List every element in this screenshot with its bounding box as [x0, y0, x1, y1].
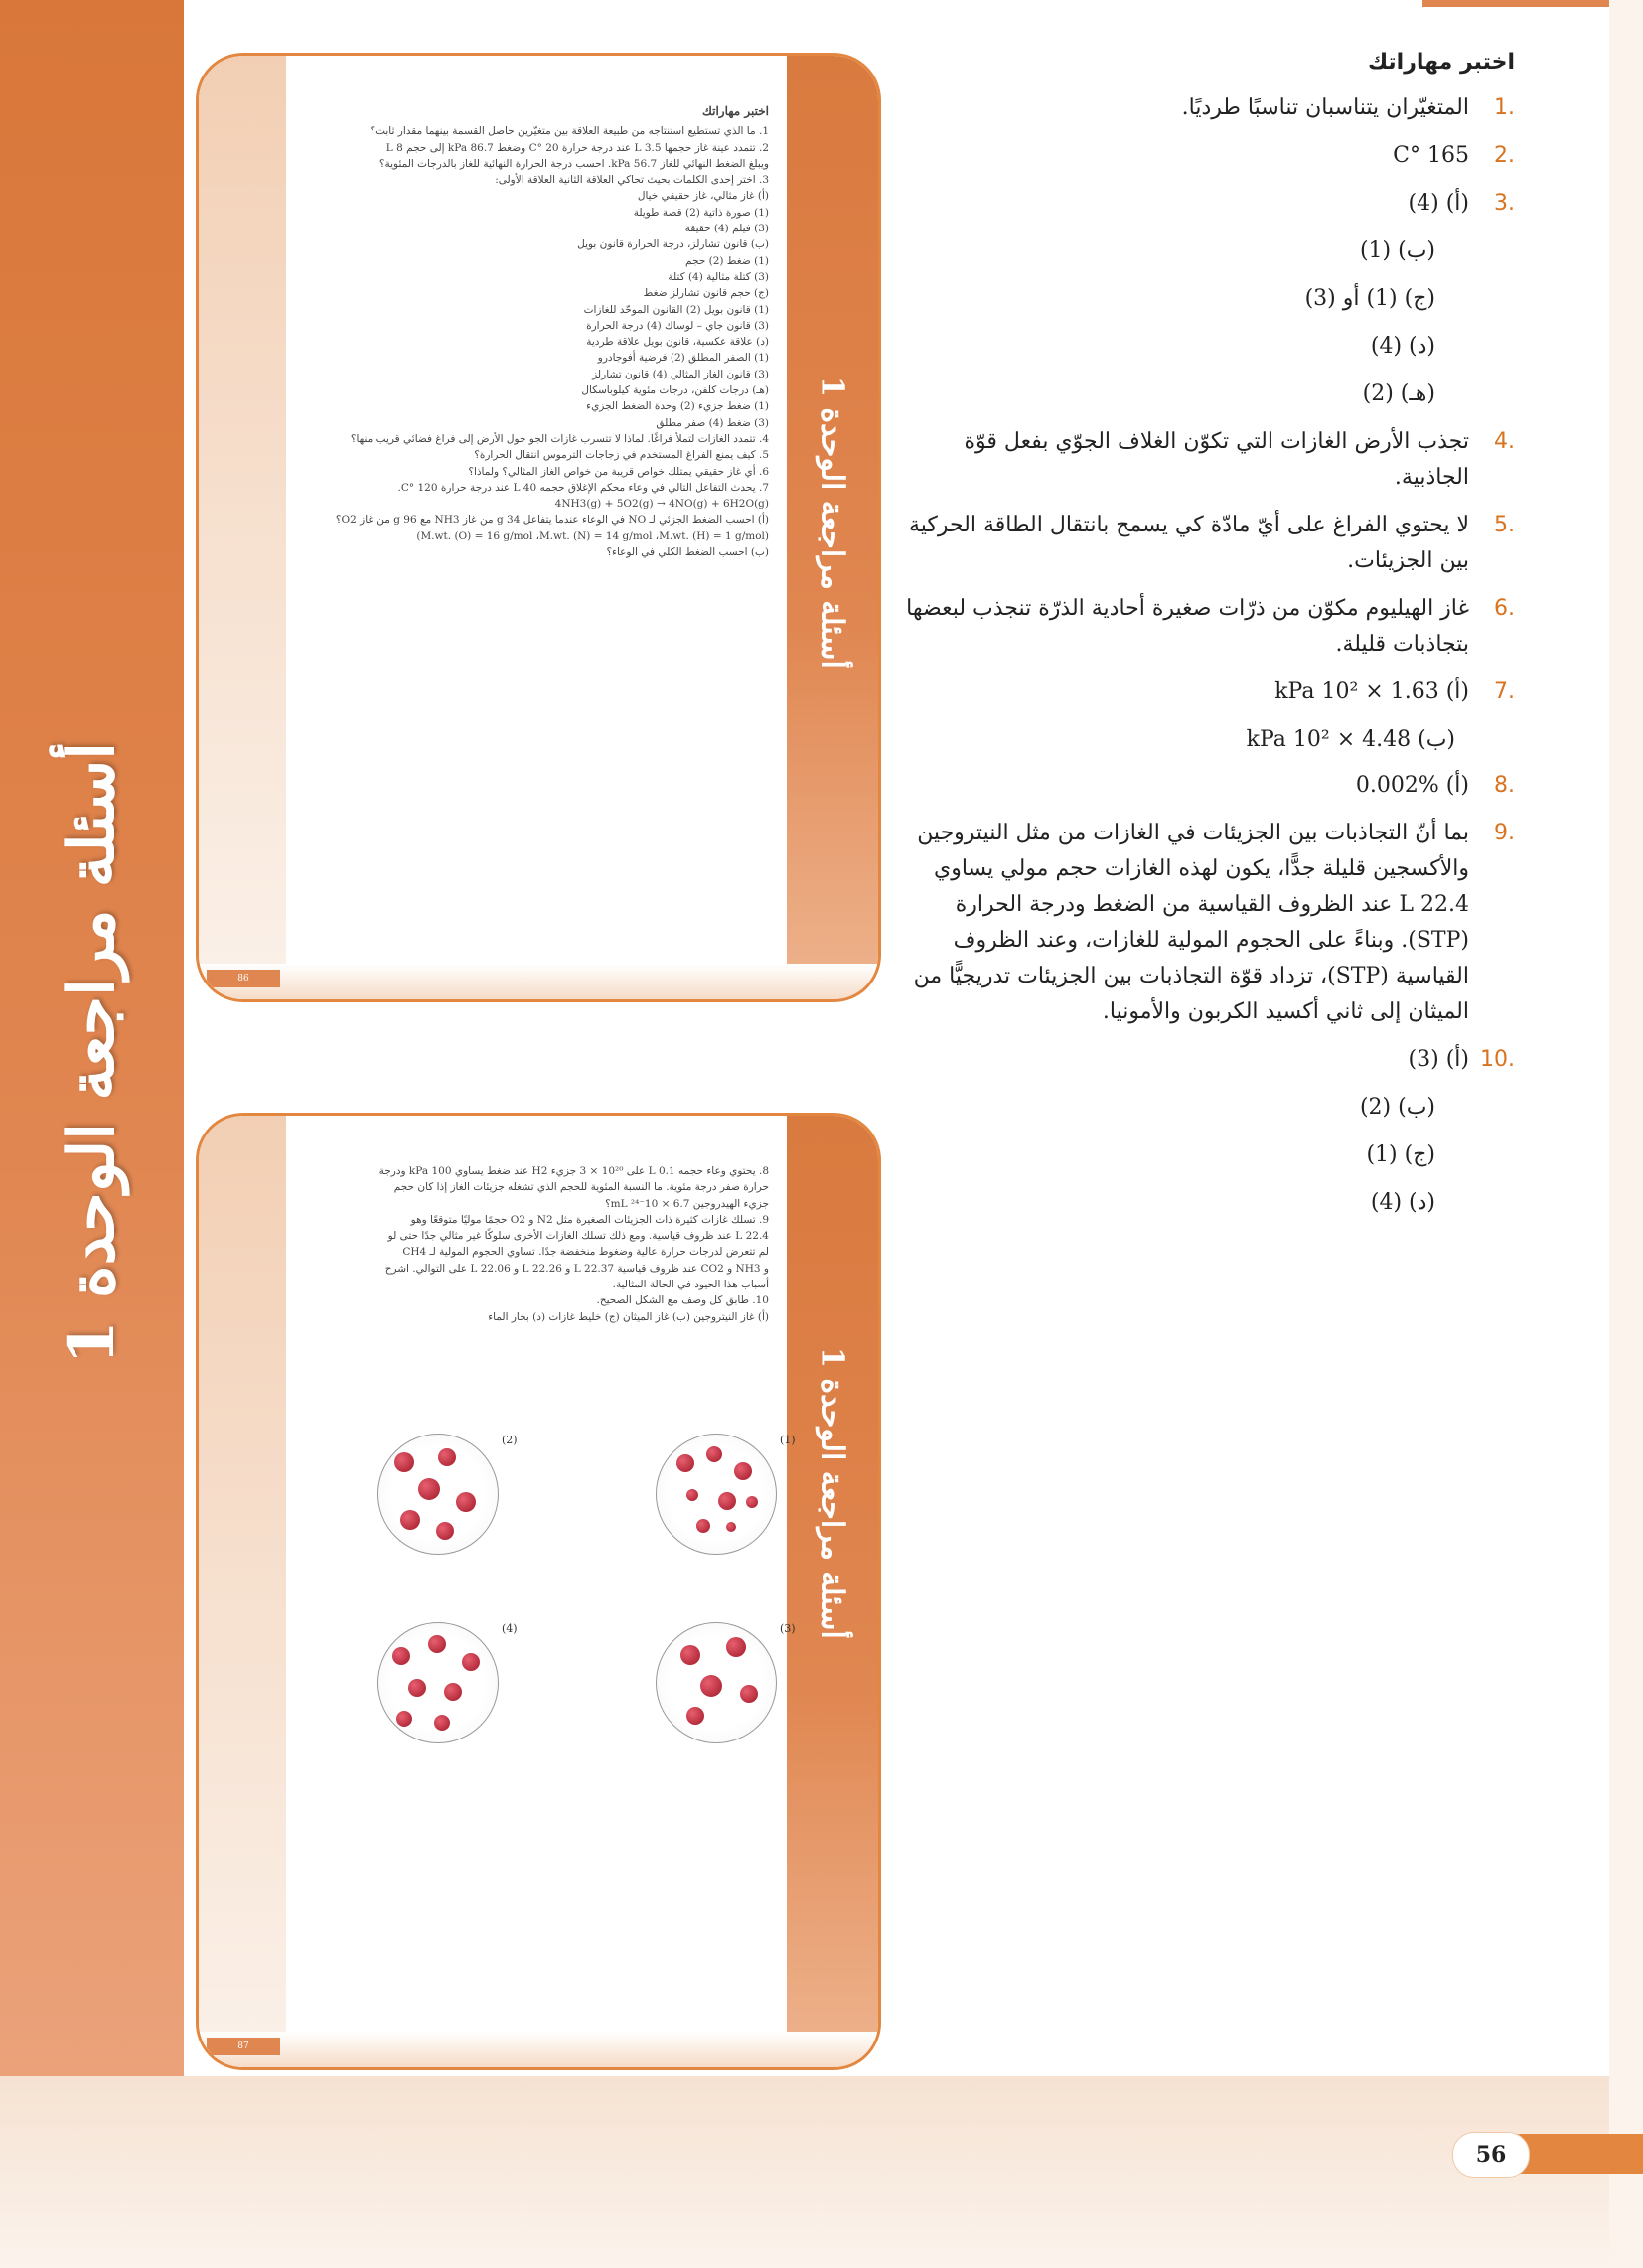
answer-text: تجذب الأرض الغازات التي تكوّن الغلاف الجوّي بفعل قوّة الجاذبية.: [964, 429, 1469, 490]
thumb-line: (3) ضغط (4) صفر مطلق: [656, 416, 769, 429]
answer-item: [904, 1042, 1515, 1078]
thumbnail-page-number: 86: [207, 970, 280, 987]
answer-number: .2: [1494, 143, 1515, 168]
answer-number: .9: [1494, 821, 1515, 845]
figure-label-3: (3): [780, 1622, 796, 1635]
answer-sub-item: (ج) (1) أو (3): [1304, 286, 1435, 311]
answer-number: .1: [1494, 95, 1515, 120]
page-thumbnail-review-1: [196, 53, 881, 1002]
thumb-line: حرارة صفر درجة مئوية. ما النسبة المئوية للحجم الذي تشغله جزيئات الغاز إذا كان حجم: [393, 1181, 769, 1194]
thumb-line: ويبلغ الضغط النهائي للغاز 56.7 kPa. احسب درجة الحرارة النهائية للغاز بالدرجات المئوية؟: [378, 157, 769, 170]
answer-text: (أ) (4): [1408, 191, 1469, 216]
thumb-line: 4. تتمدد الغازات لتملأ فراغًا. لماذا لا تتسرب غازات الجو حول الأرض إلى فراغ فضائي قريب منها؟: [350, 432, 769, 445]
footer-band: [0, 2076, 1643, 2268]
answer-text: لا يحتوي الفراغ على أيّ مادّة كي يسمح بانتقال الطاقة الحركية بين الجزيئات.: [908, 513, 1469, 573]
thumbnail-page-number: 87: [207, 2038, 280, 2055]
thumb-line: (1) الصفر المطلق (2) فرضية أفوجادرو: [597, 352, 769, 365]
page-thumbnail-review-2: [196, 1113, 881, 2070]
figure-circle-2: [377, 1434, 499, 1555]
answer-item: [904, 675, 1515, 710]
thumb-line: (هـ) درجات كلفن، درجات مئوية كيلوباسكال: [581, 384, 769, 397]
answer-item: [904, 138, 1515, 174]
answer-sub-item: (ب) 4.48 × 10² kPa: [1246, 727, 1455, 752]
figure-label-2: (2): [502, 1434, 518, 1446]
thumbnail-text: [294, 103, 769, 560]
thumb-line: 6. أي غاز حقيقي يمتلك خواص قريبة من خواص الغاز المثالي؟ ولماذا؟: [468, 465, 769, 478]
page-edge: [1609, 0, 1643, 2268]
thumb-line: (M.wt. (O) = 16 g/mol ،M.wt. (N) = 14 g/mol ،M.wt. (H) = 1 g/mol): [416, 529, 769, 542]
thumb-line: 8. يحتوي وعاء حجمه 0.1 L على 10²⁰ × 3 جزيء H2 عند ضغط يساوي 100 kPa ودرجة: [378, 1165, 769, 1177]
answer-number: .8: [1494, 773, 1515, 798]
thumb-line: 1. ما الذي تستطيع استنتاجه من طبيعة العلاقة بين متغيّرين حاصل القسمة بينهما مقدار ثابت؟: [370, 125, 769, 138]
answer-item: [904, 186, 1515, 222]
molecule-figures: [338, 1414, 795, 1831]
answer-item: [904, 508, 1515, 579]
thumb-line: 10. طابق كل وصف مع الشكل الصحيح.: [596, 1294, 769, 1307]
thumb-line: (أ) غاز مثالي، غاز حقيقي خيال: [637, 190, 769, 203]
answer-text: المتغيّران يتناسبان تناسبًا طرديًا.: [1181, 95, 1469, 120]
answer-number: .6: [1494, 596, 1515, 621]
thumb-line: لم تتعرض لدرجات حرارة عالية وضغوط منخفضة جدًا. تساوي الحجوم المولية لـ CH4: [402, 1246, 769, 1259]
thumb-line: 9. تسلك غازات كثيرة ذات الجزيئات الصغيرة مثل N2 و O2 حجمًا موليًا متوقعًا وهو: [410, 1213, 769, 1226]
answer-sub-item: (ج) (1): [1366, 1142, 1435, 1167]
answer-text: 165 °C: [1393, 143, 1469, 168]
thumb-line: (1) قانون بويل (2) القانون الموحّد للغازات: [583, 303, 769, 316]
answer-item: [904, 90, 1515, 126]
answer-number: .5: [1494, 513, 1515, 537]
answer-sub-item: (د) (4): [1370, 1190, 1435, 1215]
answer-item: [904, 424, 1515, 496]
figure-circle-3: [656, 1622, 777, 1743]
thumb-line: (1) ضغط جزيء (2) وحدة الضغط الجزيء: [586, 400, 769, 413]
thumbnail-heading: اختبر مهاراتك: [702, 104, 769, 118]
thumb-line: و NH3 و CO2 عند ظروف قياسية 22.37 L و 22.26 L و 22.06 L على التوالي. اشرح: [384, 1262, 769, 1275]
thumb-line: (1) ضغط (2) حجم: [684, 254, 769, 267]
answer-text: بما أنّ التجاذبات بين الجزيئات في الغازات من مثل النيتروجين والأكسجين قليلة جدًّا، يكون لهذه الغازات حجم مولي يساوي 22.4 L عند الظروف القياسية من الضغط ودرجة الحرارة (STP). وبناءً على الحجوم المولية للغازات، وعند الظروف القياسية (STP)، تزداد قوّة التجاذبات بين الجزيئات تدريجيًّا من الميثان إلى ثاني أكسيد الكربون والأمونيا.: [913, 821, 1469, 1024]
thumb-line: 4NH3(g) + 5O2(g) → 4NO(g) + 6H2O(g): [554, 498, 769, 511]
thumb-line: (3) فيلم (4) حقيقة: [684, 223, 769, 235]
thumb-line: (ج) حجم قانون تشارلز ضغط: [643, 287, 769, 300]
thumb-line: أسباب هذا الحيود في الحالة المثالية.: [612, 1279, 769, 1291]
thumb-line: 2. تتمدد عينة غاز حجمها 3.5 L عند درجة حرارة 20 °C وضغط 86.7 kPa إلى حجم 8 L: [385, 141, 769, 154]
top-accent-bar: [1422, 0, 1611, 7]
figure-label-4: (4): [502, 1622, 518, 1635]
sidebar-title: أسئلة مراجعة الوحدة 1: [55, 741, 129, 1365]
figure-circle-4: [377, 1622, 499, 1743]
answer-sub-item: (ب) (2): [1359, 1095, 1435, 1120]
thumb-line: (ب) قانون تشارلز، درجة الحرارة قانون بويل: [577, 238, 769, 251]
thumb-line: (3) قانون الغاز المثالي (4) قانون تشارلز: [592, 368, 769, 380]
thumb-line: 5. كيف يمنع الفراغ المستخدم في زجاجات الترموس انتقال الحرارة؟: [474, 449, 769, 462]
page-number: 56: [1452, 2132, 1530, 2178]
answer-number: .10: [1480, 1047, 1515, 1072]
answer-text: (أ) %0.002: [1355, 773, 1469, 798]
thumb-line: 3. اختر إحدى الكلمات بحيث تحاكي العلاقة الثانية العلاقة الأولى:: [495, 174, 769, 187]
thumb-line: (أ) غاز النيتروجين (ب) غاز الميثان (ج) خليط غازات (د) بخار الماء: [488, 1310, 769, 1323]
answer-item: [904, 768, 1515, 804]
thumb-line: (1) صورة ذاتية (2) قصة طويلة: [633, 206, 769, 219]
thumb-line: (3) قانون جاي – لوساك (4) درجة الحرارة: [586, 319, 769, 332]
answer-sub-item: (هـ) (2): [1362, 381, 1435, 406]
answer-text: (أ) (3): [1408, 1047, 1469, 1072]
answer-number: .4: [1494, 429, 1515, 454]
thumb-line: (ب) احسب الضغط الكلي في الوعاء؟: [606, 546, 769, 559]
answer-text: غاز الهيليوم مكوّن من ذرّات صغيرة أحادية الذرّة تنجذب لبعضها بتجاذبات قليلة.: [906, 596, 1469, 657]
answer-number: .7: [1494, 680, 1515, 704]
thumb-line: جزيء الهيدروجين 6.7 × 10⁻²⁴ mL؟: [605, 1197, 769, 1210]
answer-key: [904, 50, 1515, 1233]
thumbnail-band-title: أسئلة مراجعة الوحدة 1: [815, 377, 850, 669]
thumbnail-band-title: أسئلة مراجعة الوحدة 1: [815, 1347, 850, 1639]
answer-item: [904, 816, 1515, 1030]
answer-text: (أ) 1.63 × 10² kPa: [1274, 680, 1469, 704]
answer-sub-item: (ب) (1): [1359, 238, 1435, 263]
thumb-line: (3) كتلة مثالية (4) كتلة: [668, 270, 769, 283]
thumb-line: 22.4 L عند ظروف قياسية. ومع ذلك تسلك الغازات الأخرى سلوكًا غير مثالي جدًا حتى لو: [387, 1230, 769, 1243]
unit-sidebar: [0, 0, 184, 2076]
figure-label-1: (1): [780, 1434, 796, 1446]
thumbnail-text: [294, 1163, 769, 1325]
thumb-line: 7. يحدث التفاعل التالي في وعاء محكم الإغلاق حجمه 40 L عند درجة حرارة 120 °C.: [397, 481, 769, 494]
answer-sub-item: (د) (4): [1370, 334, 1435, 359]
figure-circle-1: [656, 1434, 777, 1555]
thumb-line: (أ) احسب الضغط الجزئي لـ NO في الوعاء عندما يتفاعل 34 g من غاز NH3 مع 96 g من غاز O2؟: [335, 514, 769, 527]
answer-item: [904, 591, 1515, 663]
thumb-line: (د) علاقة عكسية، قانون بويل علاقة طردية: [586, 336, 769, 349]
answers-heading: اختبر مهاراتك: [1367, 50, 1515, 75]
answer-number: .3: [1494, 191, 1515, 216]
